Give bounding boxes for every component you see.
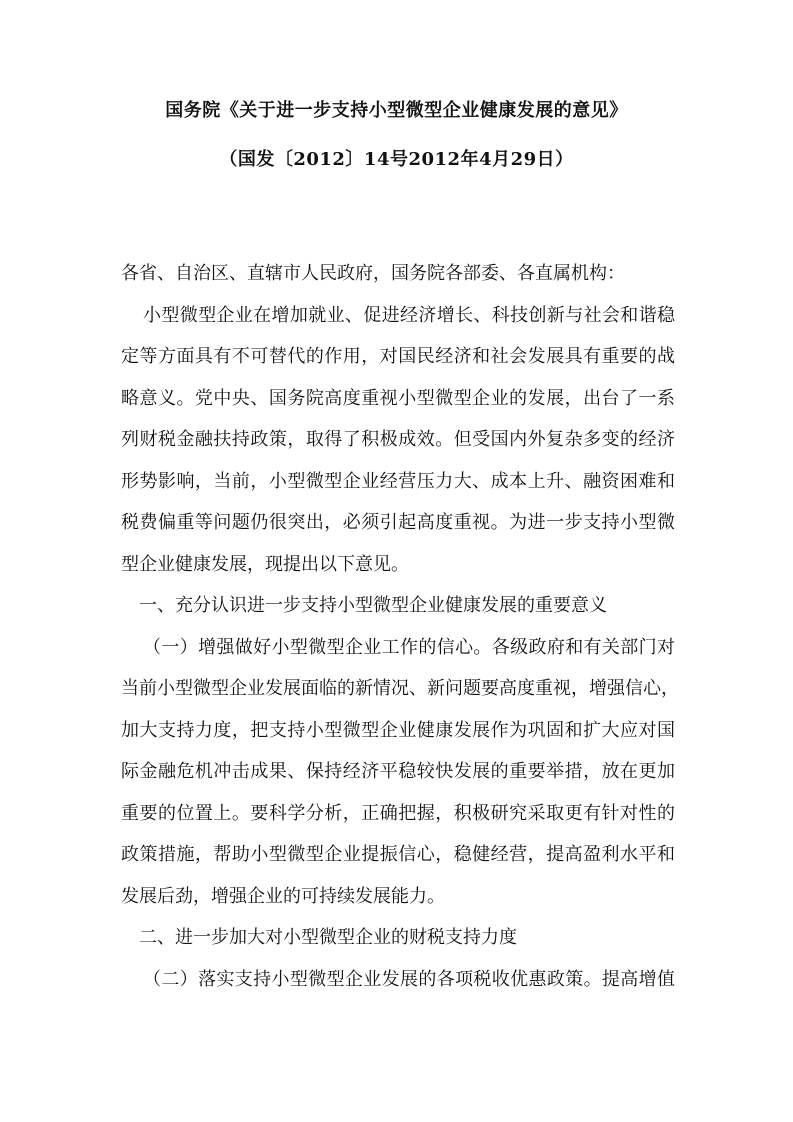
paragraph-line: 略意义。党中央、国务院高度重视小型微型企业的发展，出台了一系 [121,387,675,409]
paragraph-line: 列财税金融扶持政策，取得了积极成效。但受国内外复杂多变的经济 [121,429,675,450]
paragraph-line: （二）落实支持小型微型企业发展的各项税收优惠政策。提高增值 [143,968,675,990]
paragraph-line: 税费偏重等问题仍很突出，必须引起高度重视。为进一步支持小型微 [121,512,675,533]
document-subtitle: （国发〔2012〕14号2012年4月29日） [219,149,574,170]
paragraph-line: 当前小型微型企业发展面临的新情况、新问题要高度重视，增强信心， [121,678,679,699]
paragraph-line: 发展后劲，增强企业的可持续发展能力。 [121,885,445,907]
section-heading: 一、充分认识进一步支持小型微型企业健康发展的重要意义 [139,595,607,616]
paragraph-line: 政策措施，帮助小型微型企业提振信心，稳健经营，提高盈利水平和 [121,844,675,865]
paragraph-line: 小型微型企业在增加就业、促进经济增长、科技创新与社会和谐稳 [143,304,675,326]
document-title: 国务院《关于进一步支持小型微型企业健康发展的意见》 [165,100,628,121]
paragraph-line: 重要的位置上。要科学分析，正确把握，积极研究采取更有针对性的 [121,802,675,824]
paragraph-line: 型企业健康发展，现提出以下意见。 [121,553,409,575]
paragraph-line: 形势影响，当前，小型微型企业经营压力大、成本上升、融资困难和 [121,470,675,492]
paragraph-line: 际金融危机冲击成果、保持经济平稳较快发展的重要举措，放在更加 [121,761,675,782]
section-heading: 二、进一步加大对小型微型企业的财税支持力度 [139,927,517,948]
paragraph-line: 定等方面具有不可替代的作用，对国民经济和社会发展具有重要的战 [121,346,675,367]
salutation-line: 各省、自治区、直辖市人民政府，国务院各部委、各直属机构： [121,263,625,284]
paragraph-line: 加大支持力度，把支持小型微型企业健康发展作为巩固和扩大应对国 [121,719,675,741]
paragraph-line: （一）增强做好小型微型企业工作的信心。各级政府和有关部门对 [143,636,675,658]
document-body [121,262,679,1009]
